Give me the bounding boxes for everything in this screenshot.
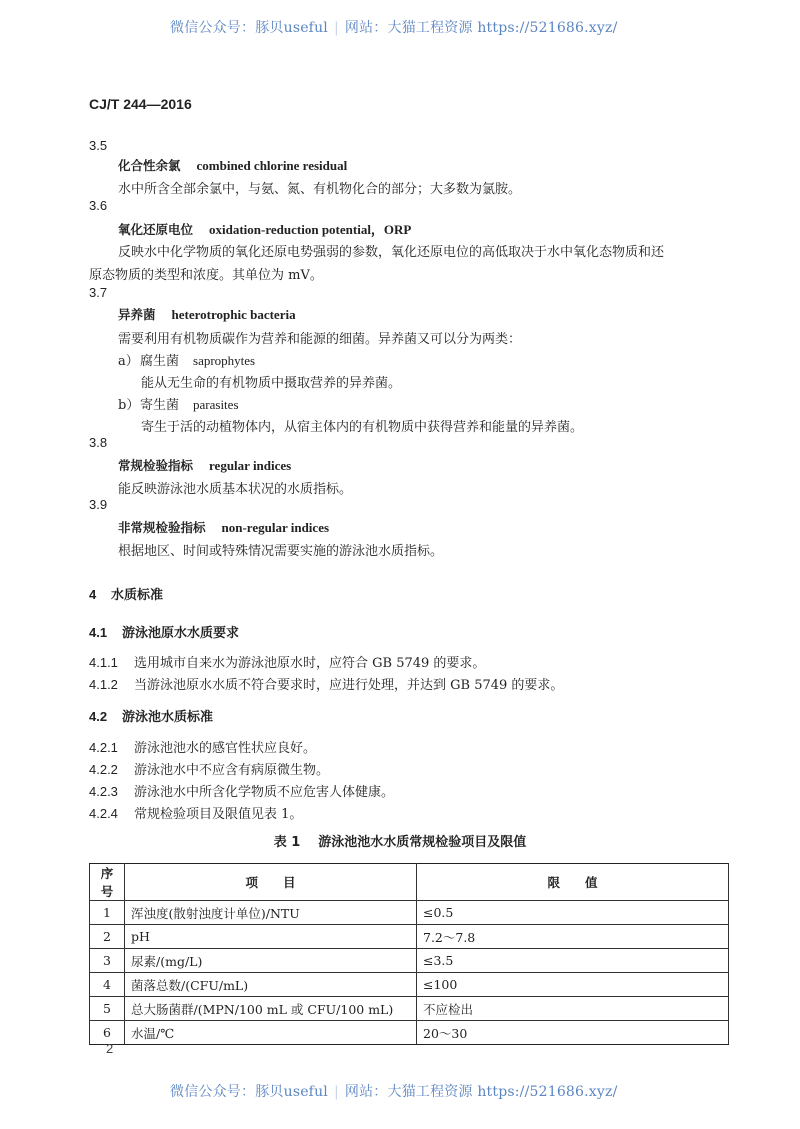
clause <box>89 759 329 778</box>
standard-number: CJ/T 244—2016 <box>89 96 192 112</box>
clause <box>89 803 302 822</box>
clause-number: 4.2.3 <box>89 784 118 799</box>
watermark-top <box>170 17 618 37</box>
term-zh: 化合性余氯 <box>118 158 181 173</box>
term-en: regular indices <box>209 458 292 473</box>
table-row <box>90 973 729 997</box>
term-en: oxidation-reduction potential，ORP <box>209 222 412 237</box>
clause-number: 4.2.4 <box>89 806 118 821</box>
cell-limit: ≤3.5 <box>417 949 729 973</box>
clause-text: 游泳池水中不应含有病原微生物。 <box>134 763 330 778</box>
term-definition: 水中所含全部余氯中，与氨、氮、有机物化合的部分；大多数为氯胺。 <box>118 182 522 197</box>
clause <box>89 781 394 800</box>
watermark-separator: | <box>333 1084 339 1100</box>
cell-limit: 20～30 <box>417 1021 729 1045</box>
cell-index: 6 <box>90 1021 125 1045</box>
cell-index: 3 <box>90 949 125 973</box>
subitem-definition: 能从无生命的有机物质中摄取营养的异养菌。 <box>141 376 402 391</box>
term-heading <box>118 456 291 474</box>
term-definition: 反映水中化学物质的氧化还原电势强弱的参数，氧化还原电位的高低取决于水中氧化态物质和还 <box>118 245 665 260</box>
term-number: 3.5 <box>89 138 108 153</box>
term-heading <box>118 156 347 174</box>
term-number: 3.6 <box>89 198 108 213</box>
term-definition-cont: 原态物质的类型和浓度。其单位为 mV。 <box>89 268 323 283</box>
clause-text: 游泳池水中所含化学物质不应危害人体健康。 <box>134 785 395 800</box>
term-definition: 根据地区、时间或特殊情况需要实施的游泳池水质指标。 <box>118 544 444 559</box>
watermark-separator: | <box>333 20 339 36</box>
term-zh: 常规检验指标 <box>118 458 194 473</box>
subitem-heading <box>118 394 239 413</box>
term-heading <box>118 305 296 323</box>
cell-index: 5 <box>90 997 125 1021</box>
clause-number: 4.1.2 <box>89 677 118 692</box>
clause <box>89 674 563 693</box>
subitem-zh: 寄生菌 <box>140 398 180 413</box>
cell-index: 1 <box>90 901 125 925</box>
cell-item: 浑浊度(散射浊度计单位)/NTU <box>125 901 417 925</box>
table-caption <box>0 831 800 850</box>
clause-number: 4.1.1 <box>89 655 118 670</box>
term-number: 3.9 <box>89 497 108 512</box>
section-number: 4 <box>89 587 97 602</box>
water-quality-table <box>89 863 729 1045</box>
cell-index: 4 <box>90 973 125 997</box>
page-number: 2 <box>106 1041 114 1056</box>
cell-item: 尿素/(mg/L) <box>125 949 417 973</box>
table-row <box>90 901 729 925</box>
clause-number: 4.2.1 <box>89 740 118 755</box>
clause-number: 4.2.2 <box>89 762 118 777</box>
subitem-definition: 寄生于活的动植物体内，从宿主体内的有机物质中获得营养和能量的异养菌。 <box>141 420 584 435</box>
term-zh: 异养菌 <box>118 307 156 322</box>
cell-index: 2 <box>90 925 125 949</box>
subitem-heading <box>118 350 255 369</box>
term-en: non-regular indices <box>221 520 330 535</box>
subitem-en: parasites <box>193 397 239 412</box>
term-en: combined chlorine residual <box>196 158 348 173</box>
header-limit: 限 值 <box>417 864 729 901</box>
clause-text: 游泳池池水的感官性状应良好。 <box>134 741 317 756</box>
subitem-zh: 腐生菌 <box>140 354 180 369</box>
table-row <box>90 997 729 1021</box>
cell-item: 总大肠菌群/(MPN/100 mL 或 CFU/100 mL) <box>125 997 417 1021</box>
subitem-en: saprophytes <box>193 353 256 368</box>
table-row <box>90 949 729 973</box>
table-label: 表 1 <box>273 835 301 850</box>
watermark-bottom <box>170 1081 618 1101</box>
cell-limit: 7.2～7.8 <box>417 925 729 949</box>
table-title: 游泳池池水水质常规检验项目及限值 <box>318 835 527 850</box>
term-heading <box>118 219 411 238</box>
subitem-label: a） <box>118 354 139 369</box>
cell-limit: 不应检出 <box>417 997 729 1021</box>
header-index: 序号 <box>90 864 125 901</box>
section-heading-4-1 <box>89 622 239 641</box>
section-number: 4.1 <box>89 625 108 640</box>
cell-limit: ≤0.5 <box>417 901 729 925</box>
table-row <box>90 925 729 949</box>
section-title: 游泳池原水水质要求 <box>122 626 240 641</box>
section-heading-4 <box>89 584 163 603</box>
cell-limit: ≤100 <box>417 973 729 997</box>
term-zh: 氧化还原电位 <box>118 222 194 237</box>
watermark-website: 网站：大猫工程资源 https://521686.xyz/ <box>344 1084 618 1100</box>
term-heading <box>118 518 329 536</box>
section-number: 4.2 <box>89 709 108 724</box>
cell-item: pH <box>125 925 417 949</box>
clause <box>89 652 485 671</box>
watermark-wechat: 微信公众号：豚贝useful <box>170 20 328 36</box>
section-heading-4-2 <box>89 706 213 725</box>
cell-item: 菌落总数/(CFU/mL) <box>125 973 417 997</box>
section-title: 水质标准 <box>111 588 164 603</box>
term-definition: 需要利用有机物质碳作为营养和能源的细菌。异养菌又可以分为两类： <box>118 332 522 347</box>
table-header-row <box>90 864 729 901</box>
term-number: 3.8 <box>89 435 108 450</box>
term-number: 3.7 <box>89 285 108 300</box>
watermark-wechat: 微信公众号：豚贝useful <box>170 1084 328 1100</box>
section-title: 游泳池水质标准 <box>122 710 214 725</box>
clause <box>89 737 316 756</box>
subitem-label: b） <box>118 398 140 413</box>
clause-text: 选用城市自来水为游泳池原水时，应符合 GB 5749 的要求。 <box>134 656 486 671</box>
cell-item: 水温/℃ <box>125 1021 417 1045</box>
clause-text: 常规检验项目及限值见表 1。 <box>134 807 303 822</box>
term-zh: 非常规检验指标 <box>118 520 206 535</box>
header-item: 项 目 <box>125 864 417 901</box>
term-definition: 能反映游泳池水质基本状况的水质指标。 <box>118 482 353 497</box>
clause-text: 当游泳池原水水质不符合要求时，应进行处理，并达到 GB 5749 的要求。 <box>134 678 564 693</box>
table-row <box>90 1021 729 1045</box>
watermark-website: 网站：大猫工程资源 https://521686.xyz/ <box>344 20 618 36</box>
term-en: heterotrophic bacteria <box>171 307 296 322</box>
